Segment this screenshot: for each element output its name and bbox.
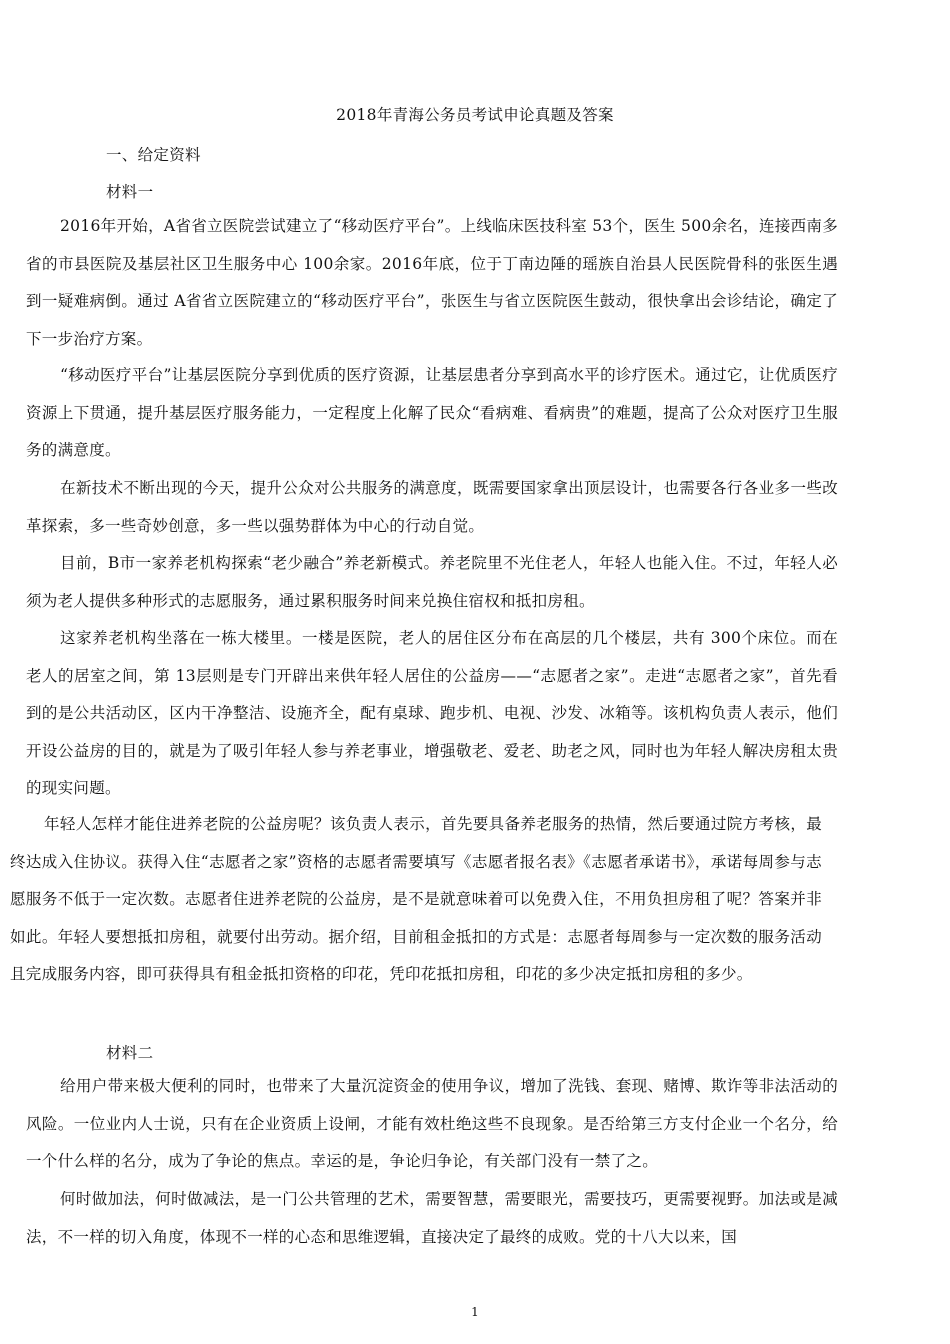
- paragraph: 这家养老机构坐落在一栋大楼里。一楼是医院，老人的居住区分布在高层的几个楼层，共有 300个床位。而在老人的居室之间，第 13层则是专门开辟出来供年轻人居住的公益房——“志愿者之家”。走进“志愿者之家”，首先看到的是公共活动区，区内干净整洁、设施齐全，配有桌球、跑步机、电视、沙发、冰箱等。该机构负责人表示，他们开设公益房的目的，就是为了吸引年轻人参与养老事业，增强敬老、爱老、助老之风，同时也为年轻人解决房租太贵的现实问题。: [26, 629, 838, 797]
- paragraph: 在新技术不断出现的今天，提升公众对公共服务的满意度，既需要国家拿出顶层设计，也需要各行各业多一些改革探索，多一些奇妙创意，多一些以强势群体为中心的行动自觉。: [26, 479, 838, 535]
- material-2-heading: 材料二: [106, 1044, 154, 1062]
- paragraph: 年轻人怎样才能住进养老院的公益房呢？该负责人表示，首先要具备养老服务的热情，然后要通过院方考核，最终达成入住协议。获得入住“志愿者之家”资格的志愿者需要填写《志愿者报名表》《志愿者承诺书》，承诺每周参与志愿服务不低于一定次数。志愿者住进养老院的公益房，是不是就意味着可以免费入住，不用负担房租了呢？答案并非如此。年轻人要想抵扣房租，就要付出劳动。据介绍，目前租金抵扣的方式是：志愿者每周参与一定次数的服务活动且完成服务内容，即可获得具有租金抵扣资格的印花，凭印花抵扣房租，印花的多少决定抵扣房租的多少。: [10, 815, 822, 983]
- paragraph: 目前，B市一家养老机构探索“老少融合”养老新模式。养老院里不光住老人，年轻人也能入住。不过，年轻人必须为老人提供多种形式的志愿服务，通过累积服务时间来兑换住宿权和抵扣房租。: [26, 554, 838, 610]
- paragraph: 给用户带来极大便利的同时，也带来了大量沉淀资金的使用争议，增加了洗钱、套现、赌博、欺诈等非法活动的风险。一位业内人士说，只有在企业资质上设闸，才能有效杜绝这些不良现象。是否给第三方支付企业一个名分，给一个什么样的名分，成为了争论的焦点。幸运的是，争论归争论，有关部门没有一禁了之。: [26, 1077, 838, 1170]
- section-heading: 一、给定资料: [106, 146, 201, 164]
- paragraph: 2016年开始，A省省立医院尝试建立了“移动医疗平台”。上线临床医技科室 53个，医生 500余名，连接西南多省的市县医院及基层社区卫生服务中心 100余家。2016年底，位于丁南边陲的瑶族自治县人民医院骨科的张医生遇到一疑难病倒。通过 A省省立医院建立的“移动医疗平台”，张医生与省立医院医生鼓动，很快拿出会诊结论，确定了下一步治疗方案。: [26, 217, 838, 348]
- paragraph: “移动医疗平台”让基层医院分享到优质的医疗资源，让基层患者分享到高水平的诊疗医术。通过它，让优质医疗资源上下贯通，提升基层医疗服务能力，一定程度上化解了民众“看病难、看病贵”的难题，提高了公众对医疗卫生服务的满意度。: [26, 366, 838, 459]
- paragraph: 何时做加法，何时做减法，是一门公共管理的艺术，需要智慧，需要眼光，需要技巧，更需要视野。加法或是减法，不一样的切入角度，体现不一样的心态和思维逻辑，直接决定了最终的成败。党的十八大以来，国: [26, 1190, 838, 1246]
- page-number: 1: [471, 1305, 479, 1319]
- document-title: 2018年青海公务员考试申论真题及答案: [336, 106, 614, 124]
- material-1-heading: 材料一: [106, 183, 154, 201]
